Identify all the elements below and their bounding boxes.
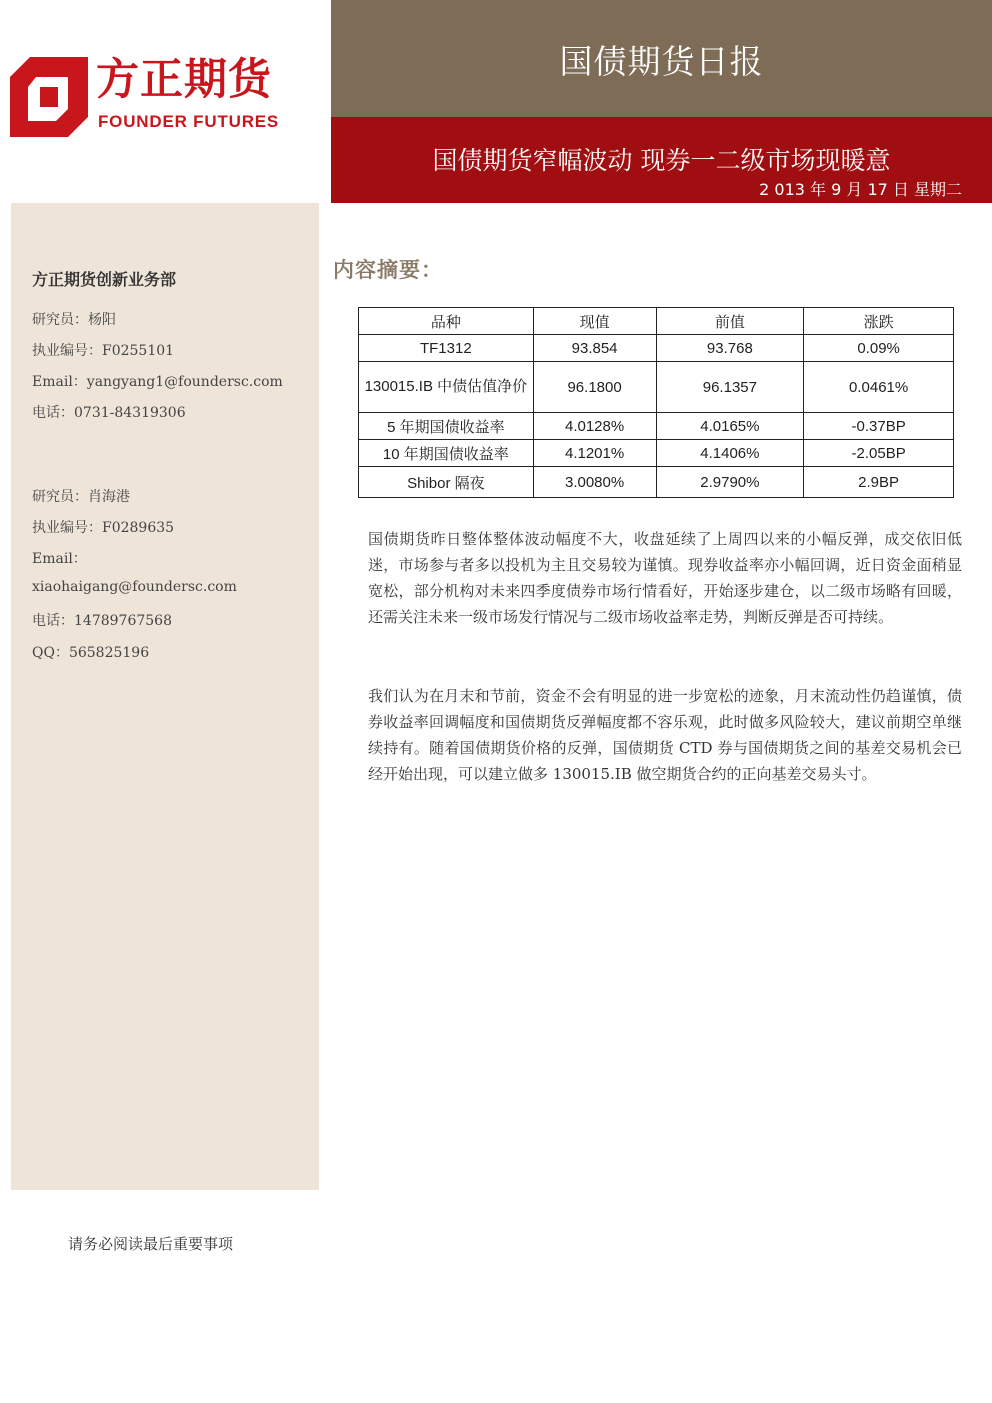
table-cell: 4.1201% — [533, 440, 656, 467]
analyst2-phone: 电话：14789767568 — [32, 613, 172, 629]
analyst1-phone: 电话：0731-84319306 — [32, 405, 186, 421]
table-cell: 96.1800 — [533, 362, 656, 413]
table-cell: 3.0080% — [533, 467, 656, 498]
table-row — [359, 335, 954, 362]
summary-paragraph: 国债期货昨日整体整体波动幅度不大，收盘延续了上周四以来的小幅反弹，成交依旧低迷，市场参与者多以投机为主且交易较为谨慎。现券收益率亦小幅回调，近日资金面稍显宽松，部分机构对未来四季度债券市场行情看好，开始逐步建仓，以二级市场略有回暖，还需关注未来一级市场发行情况与二级市场收益率走势，判断反弹是否可持续。 — [368, 530, 962, 626]
column-header: 涨跌 — [804, 308, 954, 335]
report-date: 2 013 年 9 月 17 日 星期二 — [759, 180, 962, 199]
table-cell: 4.1406% — [656, 440, 804, 467]
disclaimer-note: 请务必阅读最后重要事项 — [68, 1235, 234, 1253]
table-cell: 2.9790% — [656, 467, 804, 498]
table-row — [359, 362, 954, 413]
analyst2-qq: QQ：565825196 — [32, 645, 150, 661]
table-cell: 10 年期国债收益率 — [359, 440, 534, 467]
table-cell: 4.0165% — [656, 413, 804, 440]
report-title: 国债期货日报 — [559, 42, 764, 81]
table-cell: 0.09% — [804, 335, 954, 362]
table-cell: 130015.IB 中债估值净价 — [359, 362, 534, 413]
analyst-sidebar — [11, 203, 319, 1190]
market-data-table — [358, 307, 954, 498]
column-header: 品种 — [359, 308, 534, 335]
table-cell: 5 年期国债收益率 — [359, 413, 534, 440]
table-cell: TF1312 — [359, 335, 534, 362]
logo-name-en: FOUNDER FUTURES — [98, 112, 280, 131]
founder-futures-logo — [10, 55, 310, 135]
summary-heading: 内容摘要： — [333, 258, 443, 282]
analyst1-license: 执业编号：F0255101 — [32, 343, 175, 359]
analyst2-email-label: Email： — [32, 551, 87, 567]
column-header: 前值 — [656, 308, 804, 335]
table-cell: 93.768 — [656, 335, 804, 362]
header-title-band — [331, 0, 992, 117]
analyst1-email[interactable]: Email：yangyang1@foundersc.com — [32, 374, 283, 390]
table-header-row — [359, 308, 954, 335]
column-header: 现值 — [533, 308, 656, 335]
founder-logo-mark-icon — [10, 57, 88, 137]
table-cell: 93.854 — [533, 335, 656, 362]
logo-name-cn: 方正期货 — [96, 55, 272, 105]
table-row — [359, 413, 954, 440]
department-name: 方正期货创新业务部 — [32, 270, 177, 289]
table-cell: -2.05BP — [804, 440, 954, 467]
analyst2-name: 研究员：肖海港 — [32, 489, 130, 505]
analyst2-license: 执业编号：F0289635 — [32, 520, 175, 536]
table-row — [359, 467, 954, 498]
summary-paragraph: 我们认为在月末和节前，资金不会有明显的进一步宽松的迹象，月末流动性仍趋谨慎，债券收益率回调幅度和国债期货反弹幅度都不容乐观，此时做多风险较大，建议前期空单继续持有。随着国债期货价格的反弹，国债期货 CTD 券与国债期货之间的基差交易机会已经开始出现，可以建立做多 130015.IB 做空期货合约的正向基差交易头寸。 — [368, 687, 962, 783]
table-cell: 2.9BP — [804, 467, 954, 498]
table-cell: 96.1357 — [656, 362, 804, 413]
table-cell: 0.0461% — [804, 362, 954, 413]
table-cell: 4.0128% — [533, 413, 656, 440]
table-row — [359, 440, 954, 467]
report-subtitle: 国债期货窄幅波动 现券一二级市场现暖意 — [432, 146, 891, 175]
analyst2-email[interactable]: xiaohaigang@foundersc.com — [32, 579, 237, 595]
analyst1-name: 研究员：杨阳 — [32, 312, 116, 328]
table-cell: -0.37BP — [804, 413, 954, 440]
header-subtitle-band — [331, 117, 992, 203]
table-cell: Shibor 隔夜 — [359, 467, 534, 498]
